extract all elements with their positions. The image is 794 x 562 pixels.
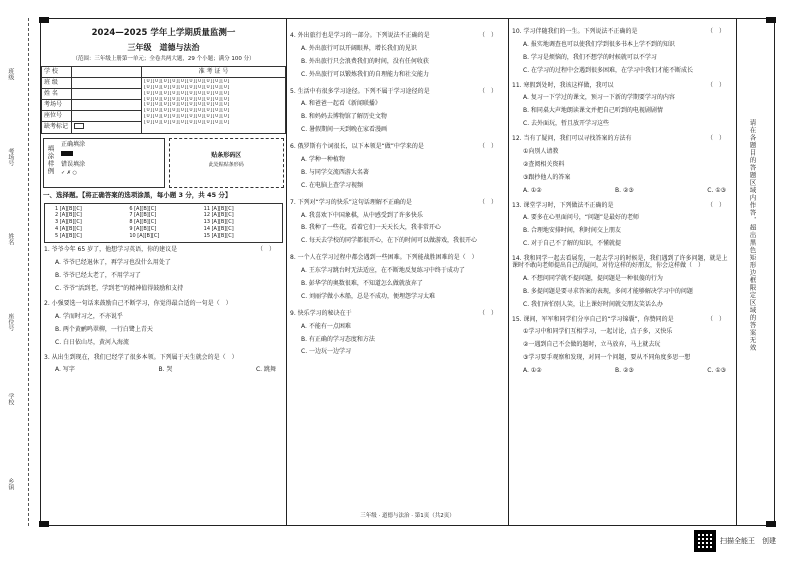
room-number-field[interactable] (72, 100, 142, 111)
option: ①向别人请教 (523, 148, 559, 156)
fill-example-box (43, 138, 165, 188)
corner-mark (766, 521, 776, 527)
answer-bubble[interactable]: 1 [A][B][C] (55, 205, 82, 212)
question-7: 7. 下列对“学习的快乐”这句话理解不正确的是 （ ） (290, 198, 497, 206)
binding-label-school: 学校 (6, 393, 14, 405)
option: B. 与同学交流西游大名著 (301, 168, 369, 176)
binding-label-class: 班级 (6, 68, 14, 80)
option: C. 去外面玩，暂且放开学习这些 (523, 120, 610, 128)
option: B. 我种了一些花，看着它们一天天长大，我非常开心 (301, 224, 441, 232)
option: B. 多提问题是要寻求答案的表现，多问才能够解决学习中的问题 (523, 287, 693, 295)
option: C. 白日依山尽，黄河入海流 (55, 338, 130, 346)
correct-fill-sample (61, 151, 73, 156)
absent-mark-box[interactable] (72, 122, 142, 134)
info-label: 座位号 (42, 111, 72, 122)
question-12: 12. 当有了疑问，我们可以寻找答案的方法有 （ ） (512, 135, 725, 143)
question-6: 6. 俄罗斯有个词很长，以下本领是“做”中学来的是 （ ） (290, 143, 497, 151)
corner-mark (39, 521, 49, 527)
info-label: 考场号 (42, 100, 72, 111)
binding-label-name: 姓名 (6, 233, 14, 245)
option: C. 爷爷“活到老，学到老”的精神值得鼓励和支持 (55, 285, 184, 293)
answer-bubble[interactable]: 15 [A][B][C] (203, 232, 234, 239)
option: B. 两个黄鹂鸣翠柳，一行白鹭上青天 (55, 325, 153, 333)
option: C. 暑假期间一天到晚在家看漫画 (301, 126, 388, 134)
question-14: 14. 我和同学一起去看展览，一起去学习的时候是，我们遇到了许多问题，就是上课时不敢向老师提出自己的疑问，对待这样的好朋友，你会这样做（ ） (512, 255, 728, 270)
option: A. 王东学习跳台时无法适应，在不断地反复练习中终于成功了 (301, 267, 465, 275)
option: B. 学习是烦恼的，我们不想学的时候就可以不学习 (523, 53, 657, 61)
info-label: 缺考标记 (42, 122, 72, 134)
barcode-title: 贴条形码区 (211, 152, 242, 160)
option: B. 和妈妈去博物馆了解历史文物 (301, 113, 387, 121)
school-field[interactable] (72, 67, 142, 78)
option: C. 我们害怕别人笑，让上课好时间就交朋友笑话么办 (523, 300, 664, 308)
info-label: 班 级 (42, 78, 72, 89)
exam-sheet (40, 18, 775, 526)
option: A. 不想问同学就不提问题，提问题是一种很傻的行为 (523, 274, 663, 282)
answer-bubble[interactable]: 12 [A][B][C] (203, 212, 234, 219)
ticket-bubble-grid[interactable]: [0][0][0][0][0][0][0][0][0][0] [0][0][0][0][0][0][0][0][0][0] [0][0][0][0][0][0][0][0][0][0] [0][0][0][0][0][0][0][0][0][0] [0][0][0][0][0][0][0][0][0][0] [0][0][0][0][0][0][0][0][0][0] [0][0][0][0][0][0][0][0][0][0] [0][0][0][0][0][0][0][0][0][0] (142, 78, 286, 134)
option: C. 外出旅行可以锻炼我们的自理能力和社交能力 (301, 70, 430, 78)
answer-bubble[interactable]: 9 [A][B][C] (129, 225, 157, 232)
option: A. 爷爷已经退休了，再学习也没什么用处了 (55, 259, 171, 267)
question-8: 8. 一个人在学习过程中都会遇到一些困难。下列能战胜困难的是（ ） (290, 254, 478, 262)
scanner-watermark (694, 530, 776, 552)
info-label: 学 校 (42, 67, 72, 78)
wrong-fill-sample: ✓ ✗ ○ (61, 169, 77, 176)
option: B. 外出旅行只会浪费我们的时间，没有任何收获 (301, 57, 429, 65)
question-2: 2. 小强要选一句话来鼓励自己不断学习，你觉得最合适的一句是（ ） (44, 299, 232, 307)
answer-bubble[interactable]: 8 [A][B][C] (129, 219, 157, 226)
option: C. 刘丽学做小木船，总是不成功，便埋怨学习太难 (301, 292, 436, 300)
answer-bubble[interactable]: 4 [A][B][C] (55, 225, 82, 232)
column-1 (41, 19, 286, 503)
option: ②查阅相关资料 (523, 160, 565, 168)
option-row: A. 写字 B. 哭 C. 跳舞 (55, 366, 276, 374)
name-field[interactable] (72, 89, 142, 100)
option: ③跟抄他人的答案 (523, 173, 571, 181)
binding-margin (0, 18, 40, 526)
option: B. 爷爷已经太老了，不用学习了 (55, 272, 141, 280)
fill-example-label: 填涂样例 (46, 145, 55, 176)
option: B. 和同桌大声地朗读课文并把自己听到的电视剧剧情 (523, 107, 663, 115)
column-divider (736, 19, 737, 525)
ticket-label: 准 考 证 号 (142, 67, 286, 78)
page-footer: 三年级 · 道德与法治 · 第1页（共2页） (360, 512, 455, 519)
option: A. 和爸爸一起看《新闻联播》 (301, 100, 381, 108)
option: C. 一边玩一边学习 (301, 348, 352, 356)
answer-bubble[interactable]: 14 [A][B][C] (203, 225, 234, 232)
option: C. 对于自己不了解的知识，不懂就提 (523, 240, 622, 248)
option: B. 合理地安排时间，利时间交上朋友 (523, 227, 621, 235)
question-1: 1. 爷爷今年 65 岁了，他想学习英语，你的建议是 （ ） (44, 246, 275, 254)
answer-bubble[interactable]: 11 [A][B][C] (203, 205, 234, 212)
option: A. 学而时习之，不亦说乎 (55, 312, 123, 320)
option: A. 外出旅行可以开阔眼界，增长我们的见识 (301, 44, 417, 52)
question-3: 3. 从出生到现在，我们已经学了很多本领。下列属于天生就会的是（ ） (44, 353, 238, 361)
column-3 (509, 19, 736, 503)
option: A. 不能有一点困难 (301, 322, 351, 330)
seat-number-field[interactable] (72, 111, 142, 122)
binding-label-seat: 座位号 (6, 313, 14, 331)
student-info-table (41, 66, 286, 134)
question-9: 9. 快乐学习的秘诀在于 （ ） (290, 309, 497, 317)
option: C. 在学习的过程中会遇到很多困难，在学习中我们才能不断成长 (523, 66, 694, 74)
correct-fill-label: 正确填涂 (61, 141, 86, 149)
question-5: 5. 生活中有很多学习途径。下列不属于学习途径的是 （ ） (290, 87, 497, 95)
barcode-text: 此处粘贴条形码 (208, 162, 244, 169)
qr-code-icon (694, 530, 716, 552)
wrong-fill-label: 错误填涂 (61, 161, 86, 169)
option: A. 要多在心里面问号，“问题”是最好的老师 (523, 214, 640, 222)
question-13: 13. 课堂学习时，下列做法不正确的是 （ ） (512, 201, 725, 209)
answer-bubble-grid[interactable] (44, 203, 283, 244)
answer-bubble[interactable]: 7 [A][B][C] (129, 212, 157, 219)
question-15: 15. 课间，军军和同学们分享自己的“学习锦囊”，你赞同的是 （ ） (512, 315, 725, 323)
answer-bubble[interactable]: 6 [A][B][C] (129, 205, 157, 212)
answer-bubble[interactable]: 10 [A][B][C] (129, 232, 160, 239)
info-label: 姓 名 (42, 89, 72, 100)
answer-bubble[interactable]: 2 [A][B][C] (55, 212, 82, 219)
class-field[interactable] (72, 78, 142, 89)
option: ①学习中和同学们互相学习，一起讨论，点子多，又快乐 (523, 328, 673, 336)
corner-mark (766, 17, 776, 23)
section-1-heading: 一、选择题。【将正确答案的选项涂黑，每小题 3 分，共 45 分】 (43, 191, 232, 200)
barcode-area (169, 138, 285, 188)
scanner-label: 扫描全能王 创建 (720, 536, 776, 545)
exam-title: 2024—2025 学年上学期质量监测一 (91, 28, 236, 38)
option: A. 报实地调查也可以使我们学到很多书本上学不到的知识 (523, 40, 675, 48)
option-row: A. ①② B. ②③ C. ①③ (523, 186, 726, 194)
option: A. 复习一下学过的课文，预习一下新的学期要学习的内容 (523, 94, 675, 102)
question-4: 4. 外出旅行也是学习的一部分。下列说法不正确的是 （ ） (290, 32, 497, 39)
question-10: 10. 学习伴随我们的一生。下列说法不正确的是 （ ） (512, 28, 725, 35)
option: ②一遇到自己不会做的题时，立马放弃，马上就去玩 (523, 341, 661, 349)
answer-bubble[interactable]: 13 [A][B][C] (203, 219, 234, 226)
exam-scope: （范围：三年级上册第一单元；全卷共两大题，29 个小题；满分 100 分） (72, 55, 255, 62)
answer-area-notice: 请在各题目的答题区域内作答，超出黑色矩形边框限定区域的答案无效 (748, 119, 757, 352)
exam-subject: 三年级 道德与法治 (127, 42, 200, 52)
option: A. 学种一种植物 (301, 156, 345, 164)
binding-cut-line (28, 18, 29, 526)
answer-bubble[interactable]: 3 [A][B][C] (55, 219, 82, 226)
option-row: A. ①② B. ②③ C. ①③ (523, 367, 726, 375)
binding-label-town: 乡镇 (6, 478, 14, 490)
option: C. 在电脑上查学习视频 (301, 181, 364, 189)
answer-bubble[interactable]: 5 [A][B][C] (55, 232, 82, 239)
question-11: 11. 寒假到处时，我该这样做，我可以 （ ） (512, 81, 725, 89)
option: C. 每天去学校的同学都很开心，在下的时间可以做游戏，我很开心 (301, 237, 478, 245)
option: A. 我喜欢下中国象棋，从中感受到了许多快乐 (301, 211, 423, 219)
binding-label-room: 考场号 (6, 148, 14, 166)
option: B. 彭华学的奥数很难，不知道怎么做就放弃了 (301, 280, 423, 288)
option: ③学习要手观察和发现，对同一个问题，要从不同角度多思一想 (523, 354, 691, 362)
option: B. 有正确的学习态度和方法 (301, 335, 375, 343)
column-2 (287, 19, 508, 503)
